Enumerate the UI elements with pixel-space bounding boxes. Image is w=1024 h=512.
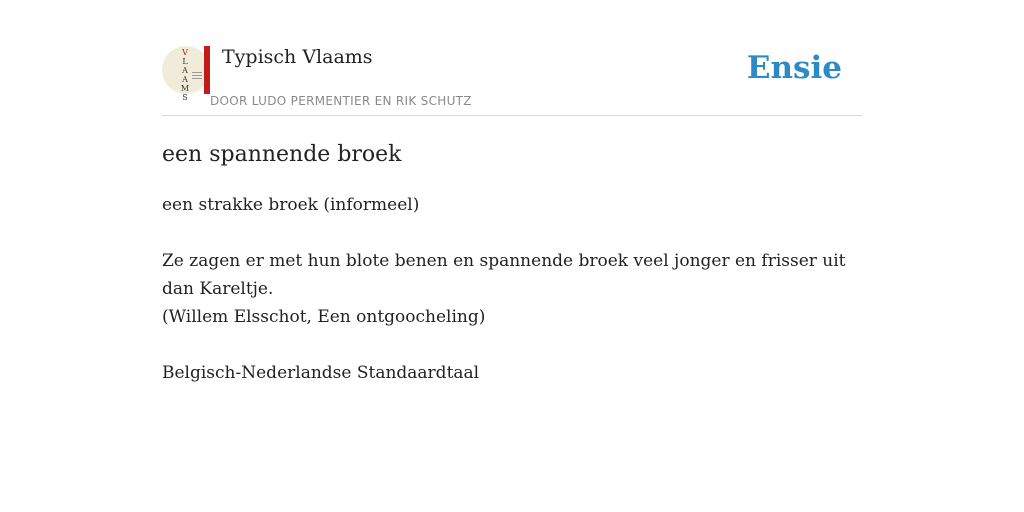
- logo-letters: [180, 48, 190, 102]
- logo-letter: S: [182, 93, 188, 102]
- page-header: [162, 40, 862, 116]
- logo-letter: V: [182, 48, 188, 57]
- entry-headword: een spannende broek: [162, 142, 402, 167]
- logo-letter: A: [182, 66, 188, 75]
- entry-category: Belgisch-Nederlandse Standaardtaal: [162, 363, 480, 383]
- logo-letter: A: [182, 75, 188, 84]
- book-cover-logo[interactable]: [162, 46, 210, 102]
- collection-title[interactable]: Typisch Vlaams: [222, 46, 373, 68]
- logo-letter: M: [180, 84, 190, 93]
- logo-letter: L: [182, 57, 188, 66]
- entry-body: [162, 191, 862, 387]
- article: [162, 40, 862, 387]
- entry-example: Ze zagen er met hun blote benen en spannende broek veel jonger en frisser uit dan Kareltje.: [162, 251, 846, 299]
- collection-authors: DOOR LUDO PERMENTIER EN RIK SCHUTZ: [210, 94, 472, 108]
- logo-text-lines: [192, 72, 202, 81]
- logo-red-stripe: [204, 46, 210, 94]
- entry-example-source: (Willem Elsschot, Een ontgoocheling): [162, 307, 486, 327]
- ensie-logo-link[interactable]: Ensie: [746, 50, 842, 86]
- entry-definition: een strakke broek (informeel): [162, 195, 420, 215]
